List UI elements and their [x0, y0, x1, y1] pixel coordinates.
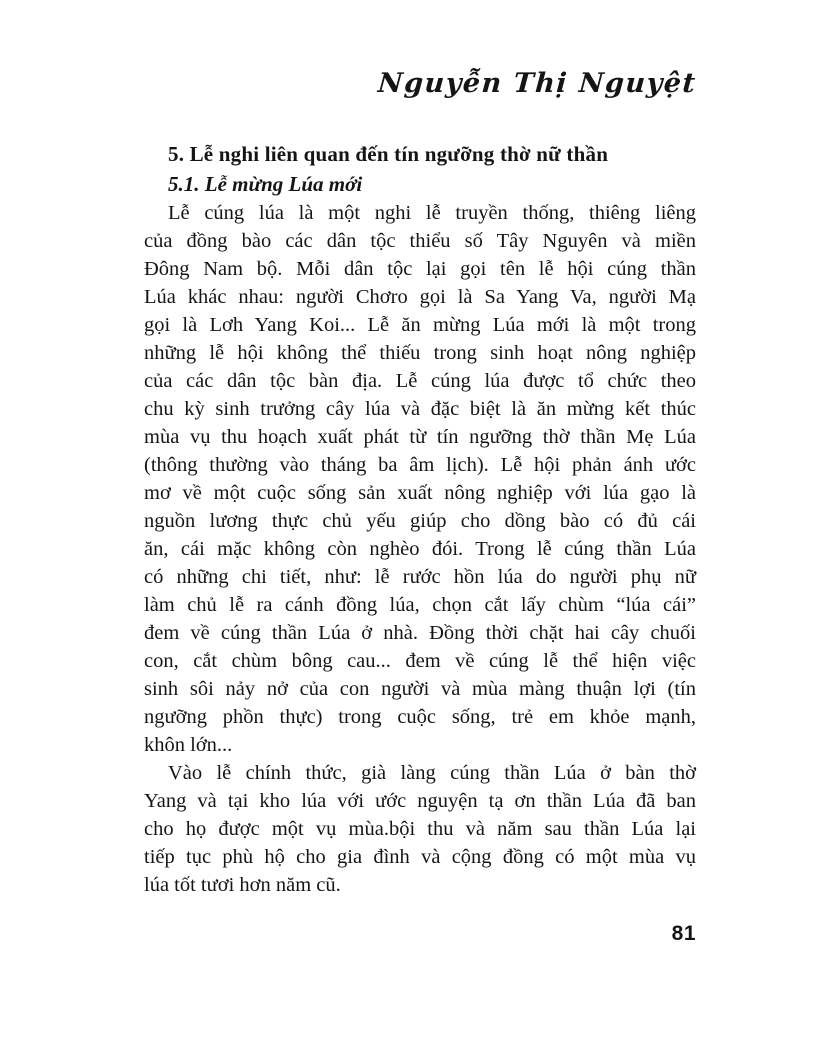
text-line: con, cắt chùm bông cau... đem về cúng lễ thể hiện việc: [144, 650, 696, 672]
text-line: tiếp tục phù hộ cho gia đình và cộng đồng có một mùa vụ: [144, 846, 696, 868]
text-line: làm chủ lễ ra cánh đồng lúa, chọn cắt lấy chùm “lúa cái”: [144, 594, 696, 616]
text-line: của đồng bào các dân tộc thiểu số Tây Nguyên và miền: [144, 230, 696, 252]
text-line: khôn lớn...: [144, 734, 233, 756]
text-line: mùa vụ thu hoạch xuất phát từ tín ngưỡng thờ thần Mẹ Lúa: [144, 426, 696, 448]
text-line: cho họ được một vụ mùa.bội thu và năm sau thần Lúa lại: [144, 818, 696, 840]
text-line: Yang và tại kho lúa với ước nguyện tạ ơn thần Lúa đã ban: [144, 790, 696, 812]
paragraph-1: [144, 199, 696, 759]
text-line: của các dân tộc bàn địa. Lễ cúng lúa được tổ chức theo: [144, 370, 696, 392]
page-footer: [144, 922, 696, 946]
text-line: lúa tốt tươi hơn năm cũ.: [144, 874, 341, 896]
text-line: Lúa khác nhau: người Chơro gọi là Sa Yang Va, người Mạ: [144, 286, 696, 308]
text-line: ăn, cái mặc không còn nghèo đói. Trong lễ cúng thần Lúa: [144, 538, 696, 560]
text-line: đem về cúng thần Lúa ở nhà. Đồng thời chặt hai cây chuối: [144, 622, 696, 644]
text-line: mơ về một cuộc sống sản xuất nông nghiệp với lúa gạo là: [144, 482, 696, 504]
subsection-heading: 5.1. Lễ mừng Lúa mới: [168, 172, 363, 196]
page-number: 81: [671, 922, 696, 945]
author-name: Nguyễn Thị Nguyệt: [376, 68, 698, 99]
text-line: những lễ hội không thể thiếu trong sinh hoạt nông nghiệp: [144, 342, 696, 364]
text-line: (thông thường vào tháng ba âm lịch). Lễ hội phản ánh ước: [144, 454, 696, 476]
text-line: Vào lễ chính thức, già làng cúng thần Lúa ở bàn thờ: [168, 762, 696, 784]
text-line: chu kỳ sinh trưởng cây lúa và đặc biệt là ăn mừng kết thúc: [144, 398, 696, 420]
text-line: Lễ cúng lúa là một nghi lễ truyền thống, thiêng liêng: [168, 202, 696, 224]
paragraph-2: [144, 759, 696, 899]
text-line: ngưỡng phồn thực) trong cuộc sống, trẻ em khỏe mạnh,: [144, 706, 696, 728]
section-heading: 5. Lễ nghi liên quan đến tín ngưỡng thờ nữ thần: [168, 142, 609, 166]
text-line: Đông Nam bộ. Mỗi dân tộc lại gọi tên lễ hội cúng thần: [144, 258, 696, 280]
text-line: sinh sôi nảy nở của con người và mùa màng thuận lợi (tín: [144, 678, 696, 700]
page-header: [144, 68, 696, 99]
text-block: [144, 139, 696, 899]
text-line: có những chi tiết, như: lễ rước hồn lúa do người phụ nữ: [144, 566, 696, 588]
text-line: gọi là Lơh Yang Koi... Lễ ăn mừng Lúa mới là một trong: [144, 314, 696, 336]
text-line: nguồn lương thực chủ yếu giúp cho dồng bào có đủ cái: [144, 510, 696, 532]
